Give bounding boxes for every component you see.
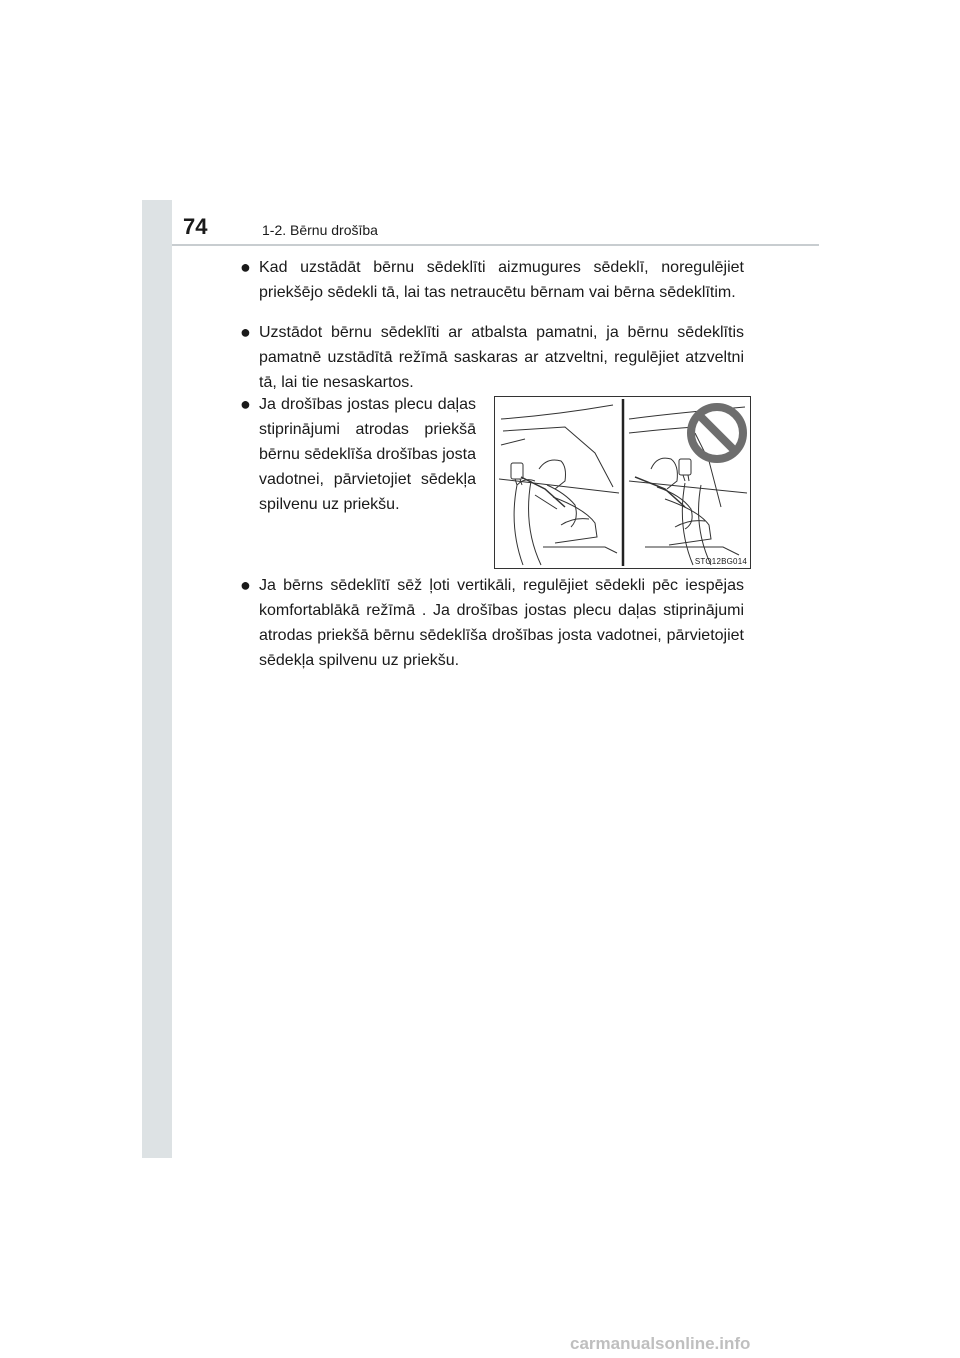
bullet-icon: ● [240,575,251,595]
prohibited-icon [691,407,743,459]
list-item [240,255,744,305]
footer-watermark: carmanualsonline.info [570,1334,751,1353]
list-item [240,320,744,395]
header-rule [172,244,819,246]
bullet-icon: ● [240,394,251,414]
seat-illustration [495,397,750,568]
bullet-icon: ● [240,257,251,277]
side-band [142,200,172,1158]
list-item-text: Ja bērns sēdeklītī sēž ļoti vertikāli, regulējiet sēdekli pēc iespējas komfortablākā režīmā . Ja drošības jostas plecu daļas stiprinājumi atrodas priekšā bērnu sēdeklīša drošības josta vadotnei, pārvietojiet sēdekļa spilvenu uz priekšu. [259,577,744,669]
list-item-text: Uzstādot bērnu sēdeklīti ar atbalsta pamatni, ja bērnu sēdeklītis pamatnē uzstādītā režīmā saskaras ar atzveltni, regulējiet atzveltni tā, lai tie nesaskartos. [259,324,744,391]
section-title: 1-2. Bērnu drošība [262,222,378,238]
illustration [494,396,751,569]
bullet-icon: ● [240,322,251,342]
list-item-text: Kad uzstādāt bērnu sēdeklīti aizmugures sēdeklī, noregulējiet priekšējo sēdekli tā, lai tas netraucētu bērnam vai bērna sēdeklītim. [259,259,744,301]
list-item [240,573,744,673]
figure-caption: STO12BG014 [694,557,747,566]
page-number: 74 [183,214,208,239]
list-item [240,392,476,517]
list-item-text: Ja drošības jostas plecu daļas stiprinājumi atrodas priekšā bērnu sēdeklīša drošības josta vadotnei, pārvietojiet sēdekļa spilvenu uz priekšu. [259,396,477,513]
